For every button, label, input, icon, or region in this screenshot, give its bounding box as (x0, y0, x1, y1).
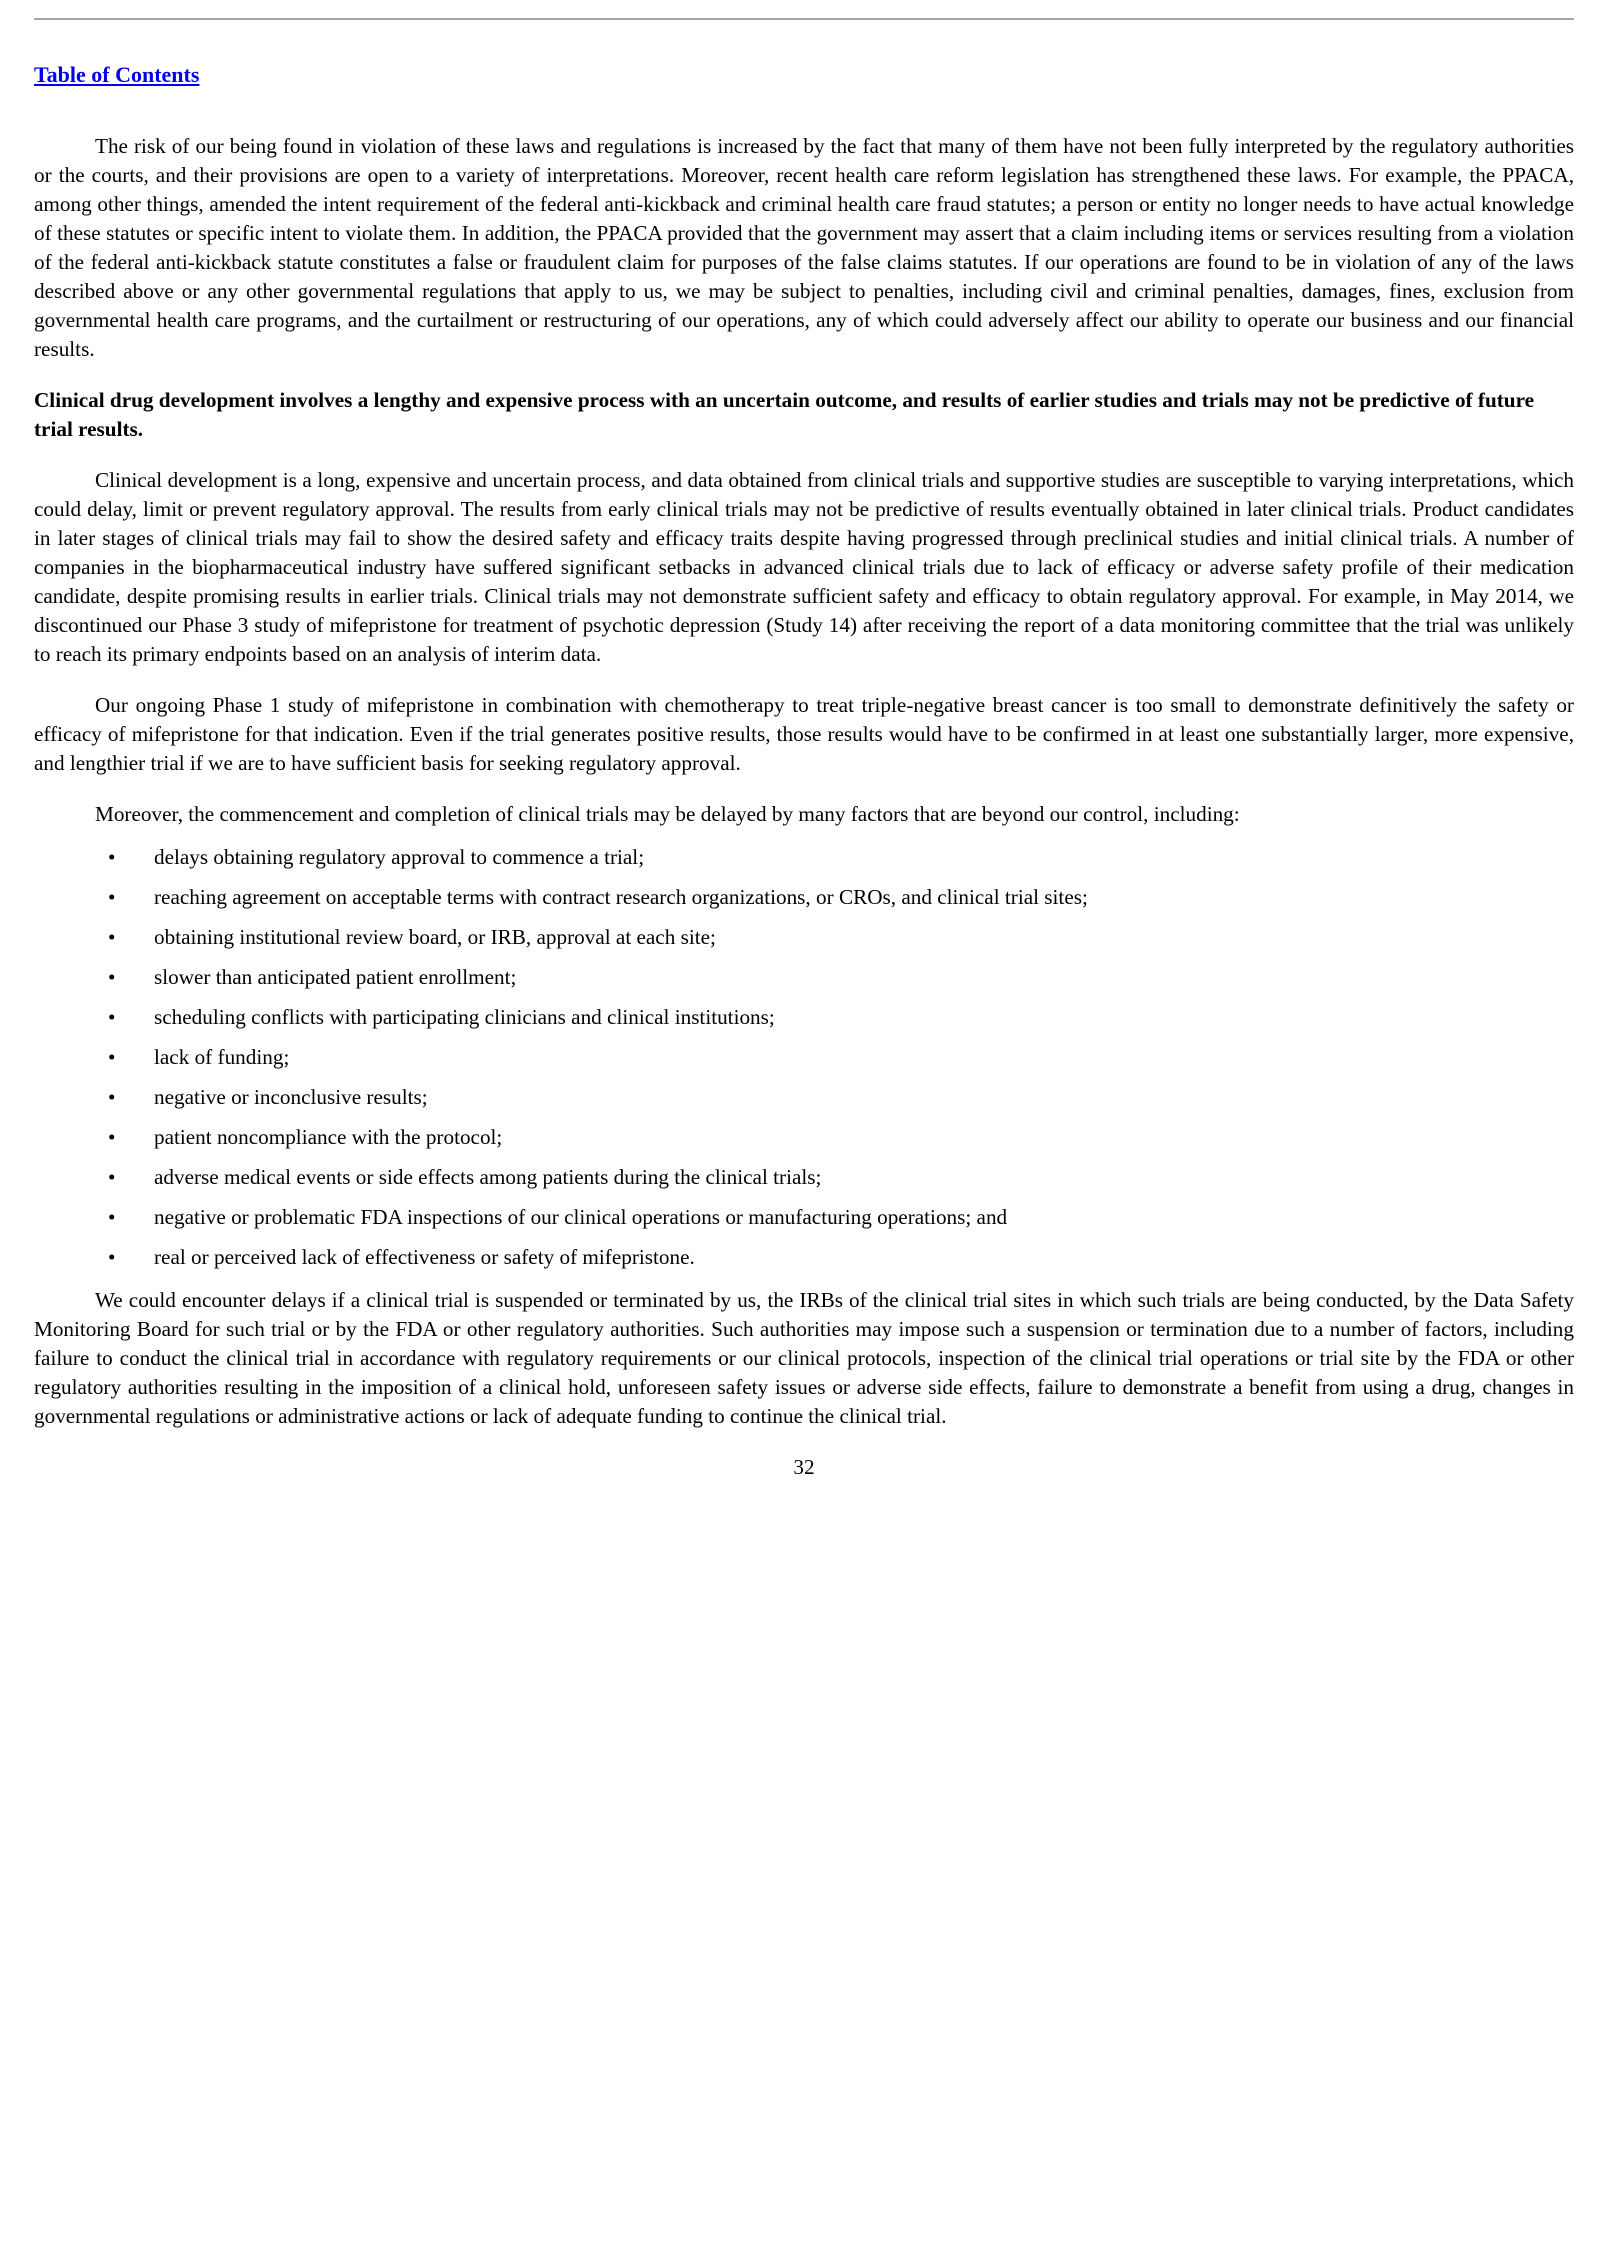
bullet-icon: • (108, 1005, 116, 1029)
bullet-icon: • (108, 1165, 116, 1189)
list-item: • slower than anticipated patient enrollment; (34, 963, 1574, 992)
section-heading-clinical-development: Clinical drug development involves a lengthy and expensive process with an uncertain outcome, and results of earlier studies and trials may not be predictive of future trial results. (34, 388, 1534, 441)
bullet-icon: • (108, 1245, 116, 1269)
top-divider (34, 18, 1574, 20)
list-item: • patient noncompliance with the protocol; (34, 1123, 1574, 1152)
table-of-contents-link[interactable]: Table of Contents (34, 62, 200, 87)
bullet-icon: • (108, 845, 116, 869)
paragraph-violation-risk: The risk of our being found in violation of these laws and regulations is increased by the fact that many of them have not been fully interpreted by the regulatory authorities or the courts, and their provisions are open to a variety of interpretations. Moreover, recent health care reform legislation has strengthened these laws. For example, the PPACA, among other things, amended the intent requirement of the federal anti-kickback and criminal health care fraud statutes; a person or entity no longer needs to have actual knowledge of these statutes or specific intent to violate them. In addition, the PPACA provided that the government may assert that a claim including items or services resulting from a violation of the federal anti-kickback statute constitutes a false or fraudulent claim for purposes of the false claims statutes. If our operations are found to be in violation of any of the laws described above or any other governmental regulations that apply to us, we may be subject to penalties, including civil and criminal penalties, damages, fines, exclusion from governmental health care programs, and the curtailment or restructuring of our operations, any of which could adversely affect our ability to operate our business and our financial results. (34, 134, 1574, 361)
list-item: • negative or inconclusive results; (34, 1083, 1574, 1112)
bullet-icon: • (108, 1045, 116, 1069)
bullet-icon: • (108, 965, 116, 989)
bullet-icon: • (108, 885, 116, 909)
paragraph-phase1-study: Our ongoing Phase 1 study of mifepristone in combination with chemotherapy to treat triple-negative breast cancer is too small to demonstrate definitively the safety or efficacy of mifepristone for that indication. Even if the trial generates positive results, those results would have to be confirmed in at least one substantially larger, more expensive, and lengthier trial if we are to have sufficient basis for seeking regulatory approval. (34, 693, 1574, 775)
paragraph-delay-factors-intro: Moreover, the commencement and completion of clinical trials may be delayed by many factors that are beyond our control, including: (95, 802, 1240, 826)
page-number: 32 (793, 1455, 815, 1479)
list-item: • scheduling conflicts with participating clinicians and clinical institutions; (34, 1003, 1574, 1032)
bullet-icon: • (108, 1085, 116, 1109)
list-item: • obtaining institutional review board, or IRB, approval at each site; (34, 923, 1574, 952)
list-item: • adverse medical events or side effects among patients during the clinical trials; (34, 1163, 1574, 1192)
list-item: • negative or problematic FDA inspections of our clinical operations or manufacturing operations; and (34, 1203, 1574, 1232)
paragraph-clinical-process: Clinical development is a long, expensive and uncertain process, and data obtained from clinical trials and supportive studies are susceptible to varying interpretations, which could delay, limit or prevent regulatory approval. The results from early clinical trials may not be predictive of results eventually obtained in later clinical trials. Product candidates in later stages of clinical trials may fail to show the desired safety and efficacy traits despite having progressed through preclinical studies and initial clinical trials. A number of companies in the biopharmaceutical industry have suffered significant setbacks in advanced clinical trials due to lack of efficacy or adverse safety profile of their medication candidate, despite promising results in earlier trials. Clinical trials may not demonstrate sufficient safety and efficacy to obtain regulatory approval. For example, in May 2014, we discontinued our Phase 3 study of mifepristone for treatment of psychotic depression (Study 14) after receiving the report of a data monitoring committee that the trial was unlikely to reach its primary endpoints based on an analysis of interim data. (34, 468, 1574, 666)
list-item: • lack of funding; (34, 1043, 1574, 1072)
bullet-icon: • (108, 1205, 116, 1229)
document-body (34, 132, 1574, 1482)
delay-factors-list (34, 843, 1574, 1272)
bullet-icon: • (108, 1125, 116, 1149)
paragraph-trial-suspension: We could encounter delays if a clinical trial is suspended or terminated by us, the IRBs of the clinical trial sites in which such trials are being conducted, by the Data Safety Monitoring Board for such trial or by the FDA or other regulatory authorities. Such authorities may impose such a suspension or termination due to a number of factors, including failure to conduct the clinical trial in accordance with regulatory requirements or our clinical protocols, inspection of the clinical trial operations or trial site by the FDA or other regulatory authorities resulting in the imposition of a clinical hold, unforeseen safety issues or adverse side effects, failure to demonstrate a benefit from using a drug, changes in governmental regulations or administrative actions or lack of adequate funding to continue the clinical trial. (34, 1288, 1574, 1428)
list-item: • delays obtaining regulatory approval to commence a trial; (34, 843, 1574, 872)
list-item: • reaching agreement on acceptable terms with contract research organizations, or CROs, and clinical trial sites; (34, 883, 1574, 912)
list-item: • real or perceived lack of effectiveness or safety of mifepristone. (34, 1243, 1574, 1272)
bullet-icon: • (108, 925, 116, 949)
